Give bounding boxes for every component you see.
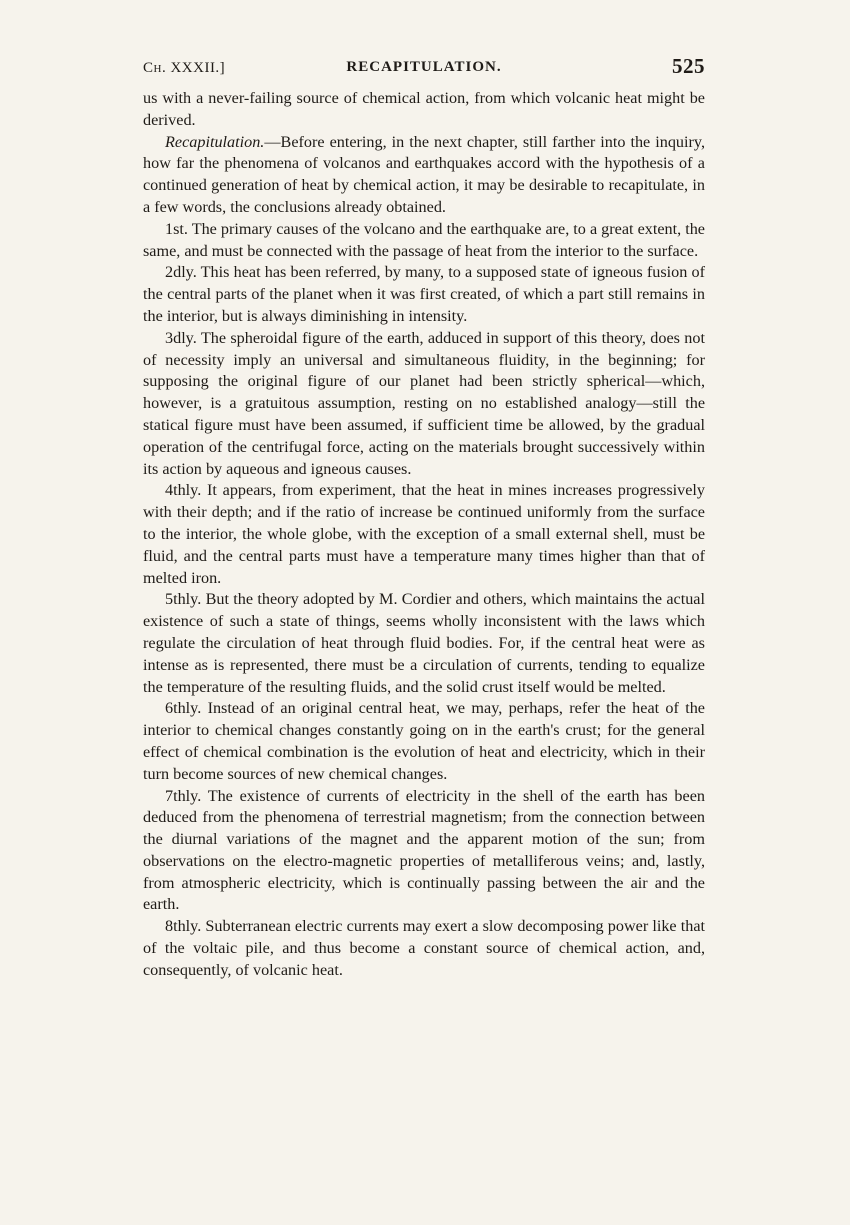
paragraph-eighth <box>143 916 705 981</box>
paragraph-text: us with a never-failing source of chemical action, from which volcanic heat might be derived. <box>143 89 705 129</box>
paragraph-text: 5thly. But the theory adopted by M. Cordier and others, which maintains the actual existence of such a state of things, seems wholly inconsistent with the laws which regulate the circulation of heat through fluid bodies. For, if the central heat were as intense as is represented, there must be a circulation of currents, tending to equalize the temperature of the resulting fluids, and the solid crust itself would be melted. <box>143 590 705 696</box>
running-head <box>143 52 705 88</box>
paragraph-third <box>143 328 705 481</box>
paragraph-text: 1st. The primary causes of the volcano and the earthquake are, to a great extent, the same, and must be connected with the passage of heat from the interior to the surface. <box>143 219 705 260</box>
paragraph-continuation <box>143 88 705 132</box>
book-page <box>143 52 705 982</box>
paragraph-text: 8thly. Subterranean electric currents may exert a slow decomposing power like that of the voltaic pile, and thus become a constant source of chemical action, and, consequently, of volcanic heat. <box>143 917 705 979</box>
paragraph-text: 3dly. The spheroidal figure of the earth, adduced in support of this theory, does not of necessity imply an universal and simultaneous fluidity, in the beginning; for supposing the original figure of our planet had been strictly spherical—which, however, is a gratuitous assumption, resting on no established analogy—still the statical figure must have been assumed, if sufficient time be allowed, by the gradual operation of the centrifugal force, acting on the materials brought successively within its action by aqueous and igneous causes. <box>143 328 705 478</box>
paragraph-text: 2dly. This heat has been referred, by many, to a supposed state of igneous fusion of the central parts of the planet when it was first created, of which a part still remains in the interior, but is always diminishing in intensity. <box>143 263 705 325</box>
paragraph-fifth <box>143 589 705 698</box>
page-number: 525 <box>672 54 705 78</box>
running-title: RECAPITULATION. <box>346 59 502 75</box>
paragraph-sixth <box>143 698 705 785</box>
paragraph-first <box>143 219 705 263</box>
paragraph-recapitulation <box>143 132 705 219</box>
paragraph-text: 4thly. It appears, from experiment, that the heat in mines increases progressively with their depth; and if the ratio of increase be continued uniformly from the surface to the interior, the whole globe, with the exception of a small external shell, must be fluid, and the central parts must have a temperature many times higher than that of melted iron. <box>143 481 705 587</box>
paragraph-text: —Before entering, in the next chapter, still farther into the inquiry, how far the phenomena of volcanos and earthquakes accord with the hypothesis of a continued generation of heat by chemical action, it may be desirable to recapitulate, in a few words, the conclusions already obtained. <box>143 132 705 216</box>
chapter-reference: Ch. XXXII.] <box>143 60 226 76</box>
body-text <box>143 88 705 982</box>
paragraph-second <box>143 262 705 327</box>
paragraph-text: 7thly. The existence of currents of electricity in the shell of the earth has been deduced from the phenomena of terrestrial magnetism; from the connection between the diurnal variations of the magnet and the apparent motion of the sun; from observations on the electro-magnetic properties of metalliferous veins; and, lastly, from atmospheric electricity, which is continually passing between the air and the earth. <box>143 786 705 914</box>
section-label: Recapitulation. <box>165 132 265 151</box>
paragraph-seventh <box>143 786 705 917</box>
paragraph-fourth <box>143 480 705 589</box>
paragraph-text: 6thly. Instead of an original central heat, we may, perhaps, refer the heat of the interior to chemical changes constantly going on in the earth's crust; for the general effect of chemical combination is the evolution of heat and electricity, which in their turn become sources of new chemical changes. <box>143 699 705 783</box>
